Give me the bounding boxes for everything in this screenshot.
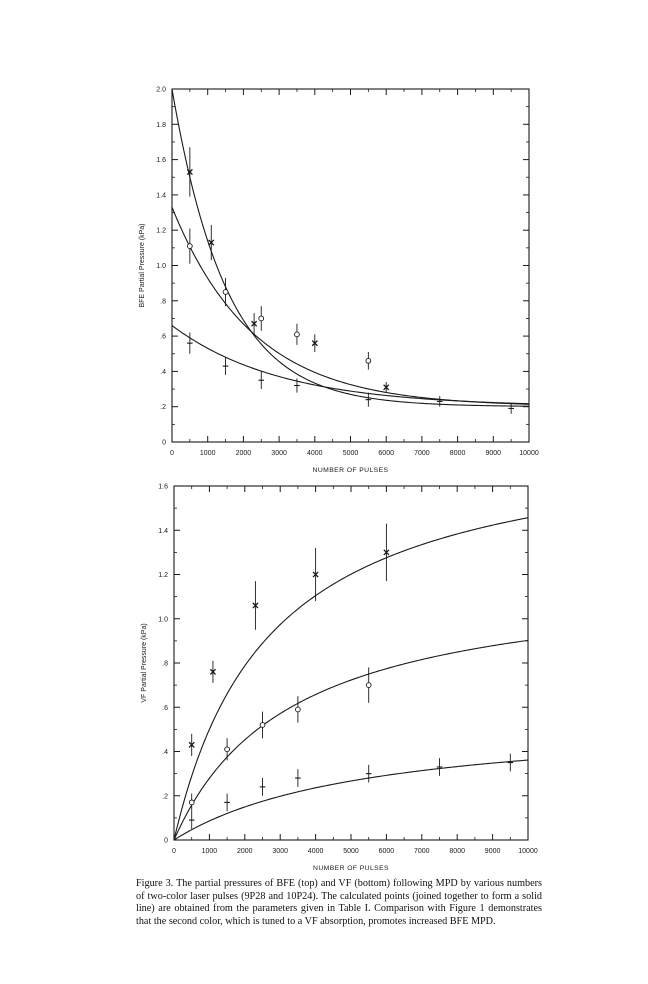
- x-tick-label: 6000: [378, 848, 395, 855]
- y-tick-label: 1.6: [156, 157, 166, 165]
- y-tick-label: 1.2: [158, 572, 168, 579]
- x-tick-label: 1000: [199, 450, 216, 457]
- y-tick-label: .4: [162, 749, 168, 756]
- figure-caption: [136, 878, 542, 928]
- y-tick-label: 1.0: [158, 616, 168, 624]
- data-point: [366, 358, 371, 363]
- bfe-pressure-chart: [0, 80, 648, 480]
- x-tick-label: 4000: [307, 450, 323, 457]
- x-tick-label: 8000: [449, 450, 466, 457]
- x-tick-label: 0: [172, 848, 176, 855]
- x-tick-label: 2000: [237, 848, 253, 855]
- circle-marker: [189, 800, 194, 805]
- circle-marker: [296, 707, 301, 712]
- y-tick-label: 1.4: [158, 527, 168, 535]
- y-tick-label: .6: [160, 333, 166, 341]
- circle-marker: [225, 747, 230, 752]
- y-tick-label: 1.2: [156, 227, 166, 235]
- y-axis-label: BFE Partial Pressure (kPa): [139, 223, 146, 308]
- x-tick-label: 10000: [518, 848, 538, 855]
- x-tick-label: 2000: [235, 450, 252, 457]
- data-point: [260, 723, 265, 728]
- x-tick-label: 5000: [343, 848, 359, 855]
- plot-frame: [172, 89, 529, 442]
- y-tick-label: 1.6: [158, 483, 168, 491]
- data-point: [295, 332, 300, 337]
- x-tick-label: 4000: [307, 848, 324, 855]
- y-tick-label: 2.0: [156, 86, 166, 94]
- data-point: [225, 747, 230, 752]
- y-tick-label: .2: [162, 793, 168, 801]
- x-tick-label: 1000: [201, 848, 218, 855]
- x-tick-label: 6000: [378, 450, 394, 457]
- y-tick-label: .6: [162, 704, 168, 712]
- circle-marker: [187, 244, 192, 249]
- data-point: [189, 800, 194, 805]
- y-tick-label: 1.4: [156, 192, 166, 200]
- plot-frame: [174, 486, 528, 840]
- fit-curve-1: [174, 518, 528, 840]
- circle-marker: [223, 290, 228, 295]
- data-point: [366, 683, 371, 688]
- x-axis-label: NUMBER OF PULSES: [312, 467, 389, 474]
- y-tick-label: 0: [164, 837, 168, 845]
- data-point: [223, 290, 228, 295]
- x-axis-label: NUMBER OF PULSES: [313, 865, 389, 872]
- x-tick-label: 8000: [449, 848, 465, 855]
- data-point: [187, 244, 192, 249]
- y-tick-label: .8: [160, 298, 166, 306]
- caption-text: The partial pressures of BFE (top) and VF (bottom) following MPD by various numbers of two-color laser pulses (9P28 and 10P24). The calculated points (joined together to form a solid line) are obtained from the parameters given in Table I. Comparison with Figure 1 demonstrates that the second color, which is tuned to a VF absorption, promotes increased BFE MPD.: [136, 878, 542, 927]
- circle-marker: [260, 723, 265, 728]
- x-tick-label: 0: [170, 450, 174, 457]
- x-tick-label: 9000: [485, 450, 502, 457]
- x-tick-label: 10000: [519, 450, 539, 457]
- y-tick-label: 1.8: [156, 121, 166, 129]
- y-tick-label: 1.0: [156, 263, 166, 270]
- caption-label: Figure 3.: [136, 878, 174, 889]
- x-tick-label: 5000: [342, 450, 359, 457]
- circle-marker: [366, 683, 371, 688]
- data-point: [296, 707, 301, 712]
- y-tick-label: 0: [162, 439, 166, 447]
- y-tick-label: .4: [160, 368, 166, 376]
- y-tick-label: .8: [162, 660, 168, 668]
- vf-pressure-chart: [0, 476, 648, 876]
- data-point: [259, 316, 264, 321]
- x-tick-label: 3000: [271, 450, 287, 457]
- x-tick-label: 9000: [484, 848, 501, 855]
- x-tick-label: 7000: [414, 848, 430, 855]
- y-axis-label: VF Partial Pressure (kPa): [141, 623, 148, 703]
- circle-marker: [295, 332, 300, 337]
- circle-marker: [366, 358, 371, 363]
- x-tick-label: 7000: [414, 450, 430, 457]
- circle-marker: [259, 316, 264, 321]
- y-tick-label: .2: [160, 404, 166, 412]
- x-tick-label: 3000: [272, 848, 288, 855]
